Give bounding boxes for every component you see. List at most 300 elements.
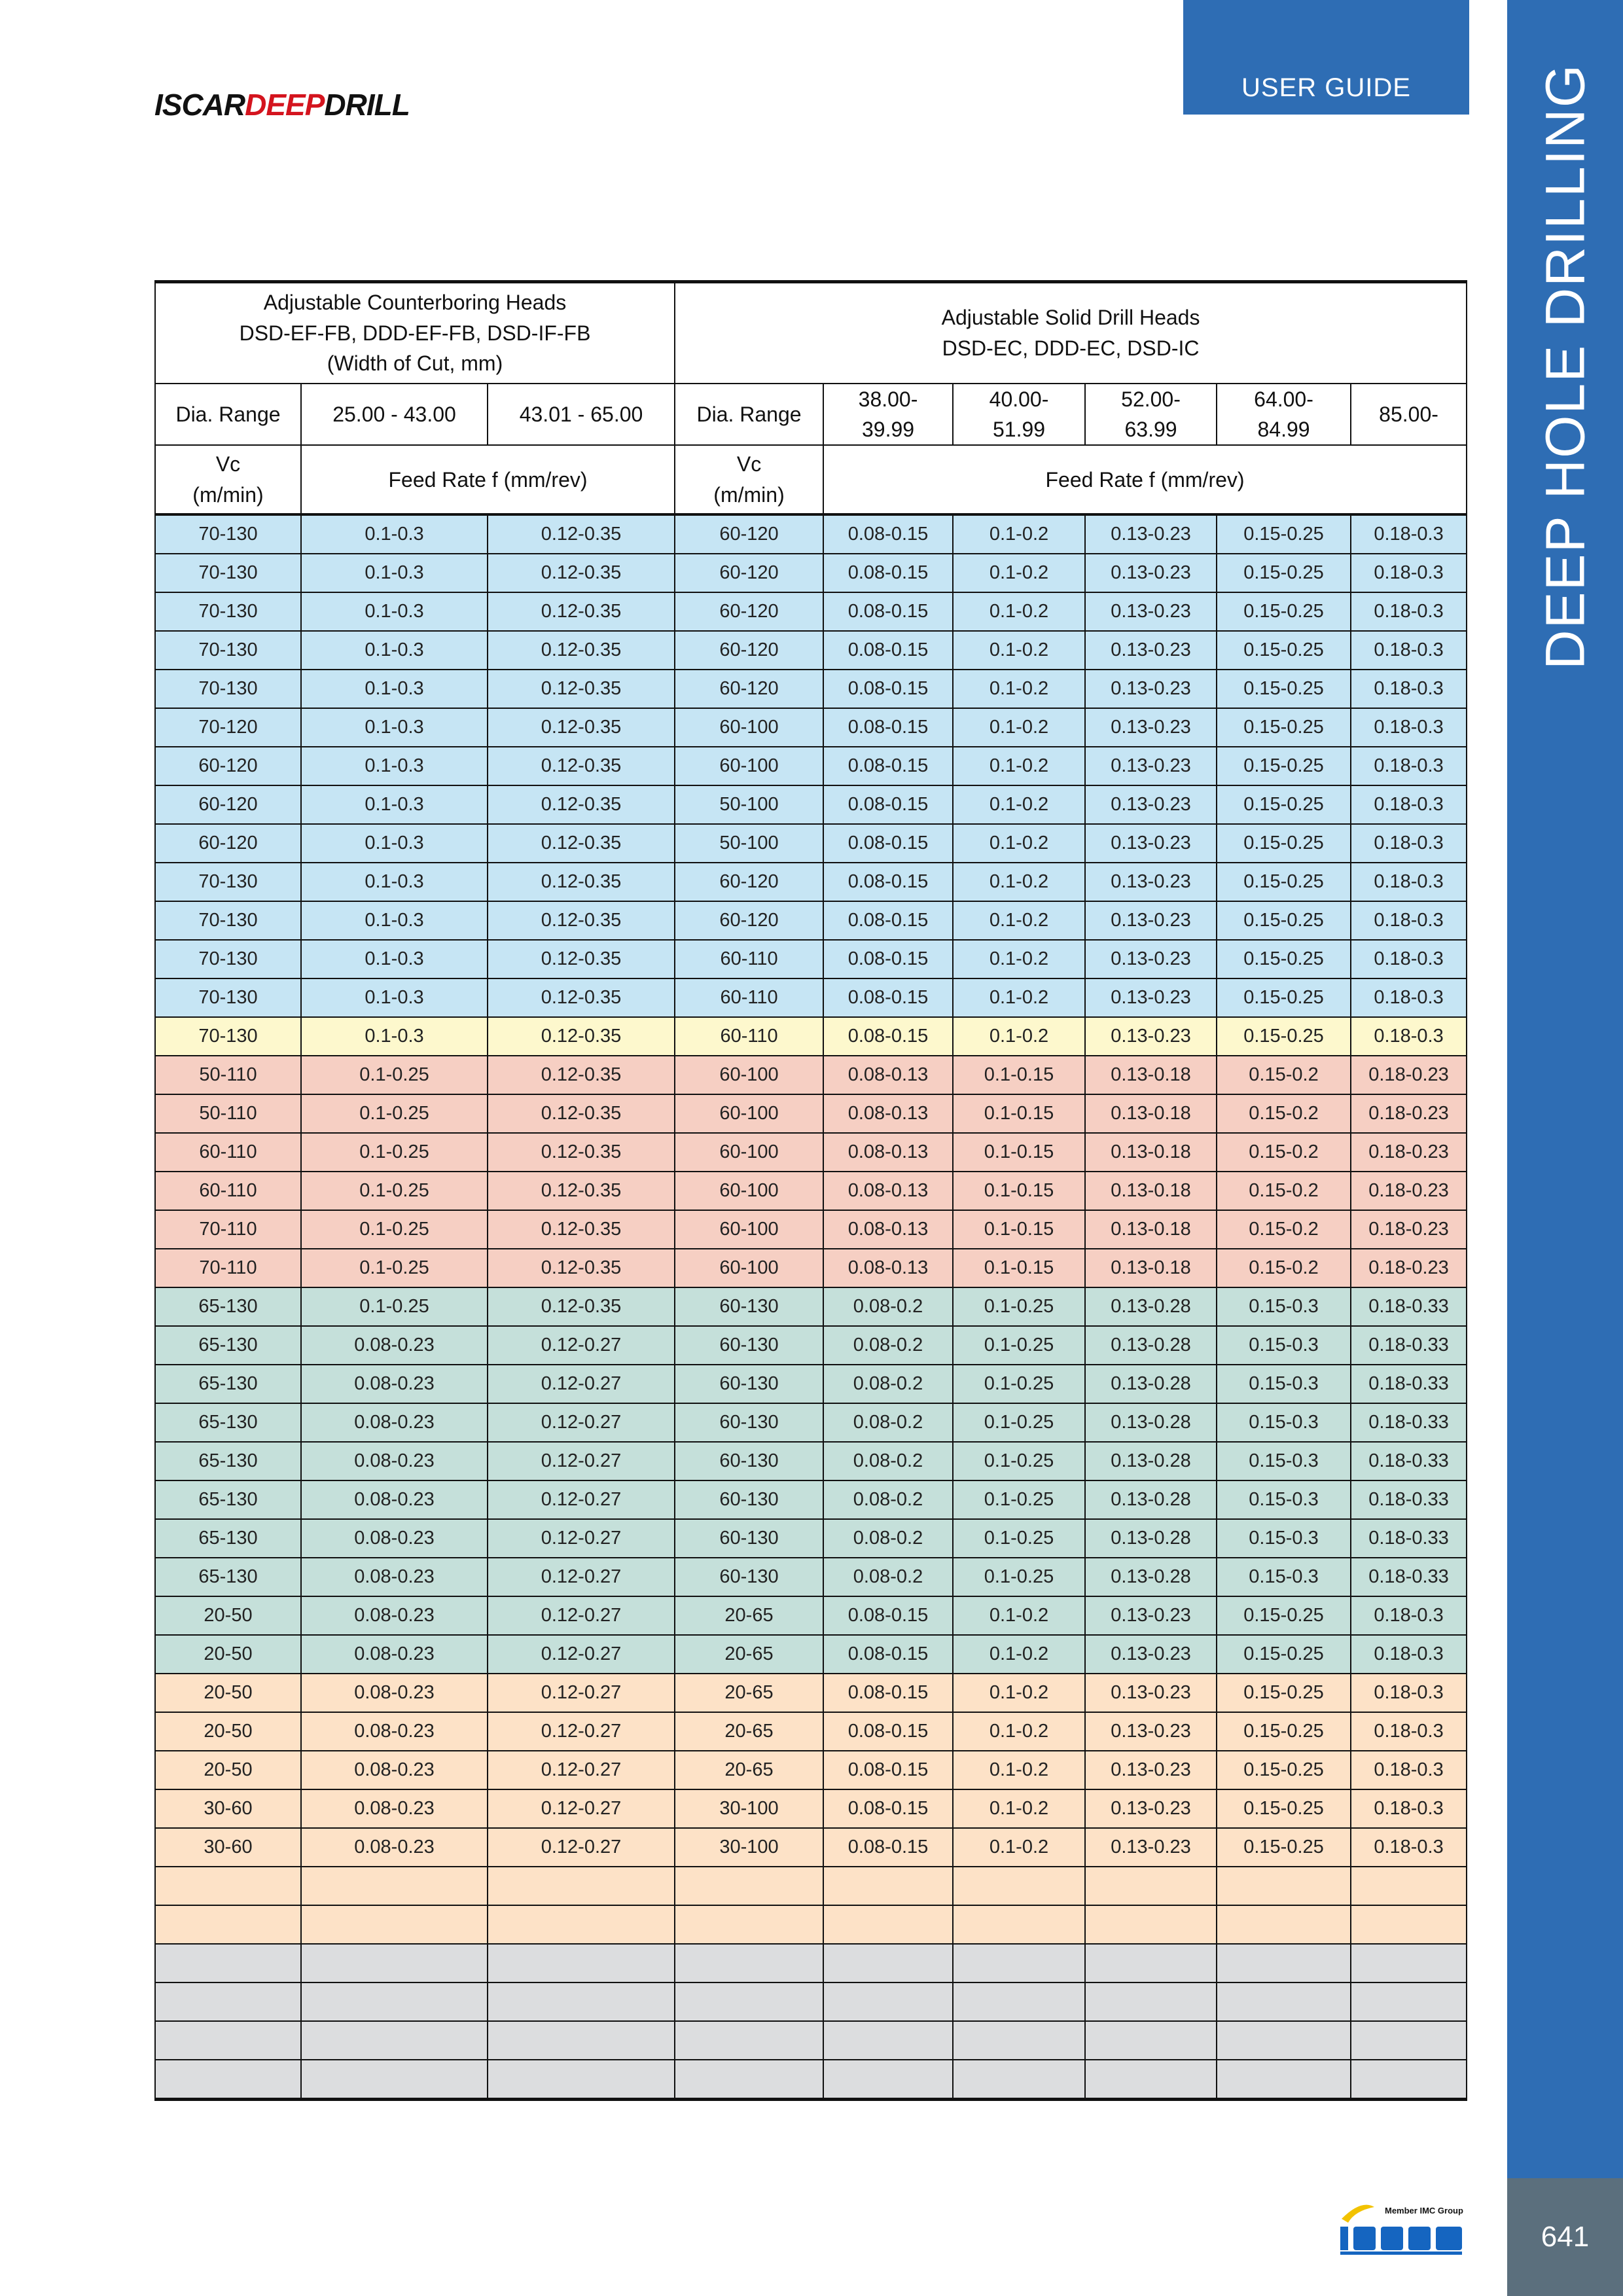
dia-col-line: 40.00- (989, 387, 1049, 411)
table-cell: 0.08-0.2 (823, 1558, 953, 1596)
table-cell: 0.1-0.2 (953, 1017, 1085, 1056)
table-cell: 70-130 (155, 592, 301, 631)
table-cell: 0.12-0.35 (488, 1249, 675, 1287)
table-cell (1085, 2021, 1217, 2060)
table-cell: 0.15-0.25 (1217, 1712, 1351, 1751)
table-cell: 60-120 (675, 514, 823, 554)
table-cell: 0.08-0.2 (823, 1403, 953, 1442)
table-cell (823, 2021, 953, 2060)
table-row (155, 592, 1467, 631)
table-cell: 0.12-0.35 (488, 901, 675, 940)
table-cell: 0.1-0.25 (301, 1210, 488, 1249)
table-cell: 60-110 (155, 1133, 301, 1172)
table-cell: 0.08-0.2 (823, 1519, 953, 1558)
table-cell: 70-130 (155, 978, 301, 1017)
table-cell: 50-110 (155, 1056, 301, 1094)
side-title-text: DEEP HOLE DRILLING (1534, 63, 1596, 670)
dia-col-line: 51.99 (992, 417, 1046, 441)
table-cell: 0.1-0.3 (301, 824, 488, 863)
table-cell: 0.12-0.35 (488, 631, 675, 670)
table-cell: 0.12-0.35 (488, 592, 675, 631)
page-number (1507, 2178, 1623, 2296)
table-cell: 20-65 (675, 1712, 823, 1751)
table-cell: 0.15-0.25 (1217, 1596, 1351, 1635)
table-cell: 0.08-0.15 (823, 1789, 953, 1828)
table-cell: 0.12-0.27 (488, 1828, 675, 1867)
table-cell: 0.08-0.15 (823, 1674, 953, 1712)
table-cell: 70-130 (155, 554, 301, 592)
table-cell: 0.13-0.23 (1085, 592, 1217, 631)
table-cell (823, 2060, 953, 2100)
table-cell: 0.1-0.25 (301, 1133, 488, 1172)
table-cell (823, 1982, 953, 2021)
table-cell (1351, 2060, 1467, 2100)
table-cell: 0.18-0.23 (1351, 1210, 1467, 1249)
table-cell: 0.15-0.2 (1217, 1210, 1351, 1249)
table-cell: 0.18-0.3 (1351, 592, 1467, 631)
table-cell: 0.08-0.15 (823, 708, 953, 747)
table-cell: 0.15-0.3 (1217, 1365, 1351, 1403)
table-cell: 70-130 (155, 631, 301, 670)
table-cell: 0.15-0.3 (1217, 1558, 1351, 1596)
table-row (155, 1867, 1467, 1905)
table-cell (1351, 1905, 1467, 1944)
table-cell (1217, 1905, 1351, 1944)
table-cell: 0.08-0.15 (823, 785, 953, 824)
table-cell: 0.13-0.23 (1085, 1596, 1217, 1635)
table-cell: 0.13-0.23 (1085, 1712, 1217, 1751)
table-row (155, 1094, 1467, 1133)
table-cell: 0.12-0.27 (488, 1635, 675, 1674)
table-row (155, 670, 1467, 708)
table-cell: 0.13-0.28 (1085, 1480, 1217, 1519)
table-cell (155, 1944, 301, 1982)
table-cell: 0.08-0.23 (301, 1403, 488, 1442)
table-cell: 0.13-0.28 (1085, 1442, 1217, 1480)
table-cell: 0.18-0.33 (1351, 1287, 1467, 1326)
vc-line: Vc (736, 452, 762, 476)
table-cell: 0.1-0.3 (301, 514, 488, 554)
table-cell: 60-120 (675, 863, 823, 901)
table-cell: 60-130 (675, 1365, 823, 1403)
table-cell: 0.12-0.35 (488, 1056, 675, 1094)
table-cell: 0.18-0.3 (1351, 1828, 1467, 1867)
table-cell: 0.12-0.27 (488, 1712, 675, 1751)
table-cell: 0.15-0.25 (1217, 978, 1351, 1017)
table-cell: 0.13-0.23 (1085, 940, 1217, 978)
table-cell: 0.08-0.23 (301, 1635, 488, 1674)
table-cell: 0.08-0.23 (301, 1480, 488, 1519)
table-cell: 0.13-0.18 (1085, 1133, 1217, 1172)
table-cell: 50-100 (675, 785, 823, 824)
table-cell: 60-120 (155, 785, 301, 824)
left-title-line: DSD-EF-FB, DDD-EF-FB, DSD-IF-FB (239, 321, 591, 345)
table-cell: 0.12-0.35 (488, 747, 675, 785)
dia-col-header (953, 384, 1085, 446)
dia-col-header: 43.01 - 65.00 (488, 384, 675, 446)
table-cell: 20-50 (155, 1712, 301, 1751)
table-cell (155, 2060, 301, 2100)
table-cell: 0.12-0.27 (488, 1365, 675, 1403)
table-cell: 0.08-0.2 (823, 1442, 953, 1480)
table-cell: 0.15-0.25 (1217, 1635, 1351, 1674)
table-cell: 0.1-0.2 (953, 747, 1085, 785)
dia-col-line: 84.99 (1257, 417, 1310, 441)
table-cell: 0.08-0.2 (823, 1326, 953, 1365)
table-cell: 65-130 (155, 1326, 301, 1365)
table-cell (1217, 2021, 1351, 2060)
table-row (155, 1828, 1467, 1867)
table-row (155, 1172, 1467, 1210)
table-cell: 0.15-0.25 (1217, 514, 1351, 554)
table-cell: 0.12-0.35 (488, 978, 675, 1017)
logo-part-iscar: ISCAR (154, 88, 245, 122)
table-cell: 0.12-0.27 (488, 1558, 675, 1596)
table-cell: 0.18-0.33 (1351, 1558, 1467, 1596)
table-cell: 0.08-0.15 (823, 1635, 953, 1674)
logo-part-drill: DRILL (324, 88, 410, 122)
table-cell (488, 2060, 675, 2100)
table-cell: 0.13-0.23 (1085, 631, 1217, 670)
table-cell (953, 1982, 1085, 2021)
table-cell: 0.08-0.13 (823, 1249, 953, 1287)
table-cell: 0.1-0.25 (953, 1326, 1085, 1365)
table-cell: 60-130 (675, 1558, 823, 1596)
table-cell: 0.08-0.23 (301, 1712, 488, 1751)
table-cell: 0.1-0.2 (953, 1828, 1085, 1867)
table-cell (1217, 1867, 1351, 1905)
table-cell: 0.18-0.3 (1351, 1635, 1467, 1674)
table-cell: 0.1-0.2 (953, 940, 1085, 978)
table-cell: 0.18-0.33 (1351, 1442, 1467, 1480)
table-cell: 0.15-0.3 (1217, 1287, 1351, 1326)
table-cell: 0.13-0.23 (1085, 978, 1217, 1017)
table-cell: 0.15-0.25 (1217, 1828, 1351, 1867)
table-cell: 60-110 (675, 978, 823, 1017)
table-row (155, 1017, 1467, 1056)
table-cell: 0.15-0.25 (1217, 1017, 1351, 1056)
dia-range-label: Dia. Range (155, 384, 301, 446)
table-cell: 60-130 (675, 1442, 823, 1480)
table-cell: 60-110 (155, 1172, 301, 1210)
table-cell: 0.15-0.2 (1217, 1249, 1351, 1287)
table-cell: 0.15-0.25 (1217, 1674, 1351, 1712)
table-cell: 0.1-0.2 (953, 863, 1085, 901)
table-cell: 0.12-0.35 (488, 863, 675, 901)
table-cell: 65-130 (155, 1558, 301, 1596)
table-cell: 0.1-0.15 (953, 1172, 1085, 1210)
table-cell: 0.13-0.18 (1085, 1210, 1217, 1249)
dia-col-line: 85.00- (1379, 402, 1438, 426)
table-cell: 60-100 (675, 708, 823, 747)
table-cell: 0.1-0.2 (953, 1635, 1085, 1674)
vc-header (675, 445, 823, 514)
table-cell: 0.18-0.3 (1351, 1674, 1467, 1712)
table-cell: 0.1-0.25 (301, 1172, 488, 1210)
table-cell (823, 1867, 953, 1905)
table-cell: 0.12-0.35 (488, 1133, 675, 1172)
table-cell: 0.18-0.23 (1351, 1249, 1467, 1287)
table-cell: 0.1-0.25 (953, 1480, 1085, 1519)
table-cell: 0.1-0.2 (953, 1789, 1085, 1828)
table-cell: 70-120 (155, 708, 301, 747)
table-cell (1351, 1982, 1467, 2021)
table-cell: 60-120 (155, 747, 301, 785)
table-cell (155, 2021, 301, 2060)
table-row (155, 1712, 1467, 1751)
table-cell (301, 2021, 488, 2060)
table-cell: 0.18-0.3 (1351, 631, 1467, 670)
table-cell (1217, 1944, 1351, 1982)
table-cell: 0.08-0.2 (823, 1480, 953, 1519)
table-row (155, 1210, 1467, 1249)
table-cell: 0.1-0.2 (953, 514, 1085, 554)
table-cell: 0.12-0.35 (488, 824, 675, 863)
table-cell: 70-130 (155, 1017, 301, 1056)
table-cell: 0.08-0.15 (823, 514, 953, 554)
table-cell: 0.18-0.33 (1351, 1403, 1467, 1442)
table-cell: 60-130 (675, 1287, 823, 1326)
table-cell: 0.12-0.27 (488, 1519, 675, 1558)
table-cell (1351, 2021, 1467, 2060)
table-cell (488, 1944, 675, 1982)
table-cell: 0.1-0.3 (301, 940, 488, 978)
table-cell: 0.08-0.13 (823, 1172, 953, 1210)
table-cell: 60-100 (675, 1249, 823, 1287)
table-cell: 0.08-0.15 (823, 863, 953, 901)
table-cell: 60-100 (675, 1133, 823, 1172)
table-cell: 0.1-0.15 (953, 1249, 1085, 1287)
table-cell (488, 1867, 675, 1905)
user-guide-tab (1183, 0, 1469, 115)
right-group-header (675, 282, 1467, 384)
table-row (155, 1480, 1467, 1519)
table-row (155, 631, 1467, 670)
table-row (155, 2060, 1467, 2100)
table-cell (301, 1905, 488, 1944)
table-cell: 60-110 (675, 940, 823, 978)
vc-line: (m/min) (192, 482, 264, 507)
table-cell: 70-110 (155, 1210, 301, 1249)
table-cell: 0.08-0.15 (823, 1712, 953, 1751)
table-cell: 60-130 (675, 1519, 823, 1558)
table-row (155, 2021, 1467, 2060)
table-cell: 65-130 (155, 1365, 301, 1403)
table-cell: 0.13-0.23 (1085, 1789, 1217, 1828)
right-title-line: DSD-EC, DDD-EC, DSD-IC (942, 336, 1200, 360)
left-title-line: (Width of Cut, mm) (327, 351, 503, 375)
table-cell: 0.1-0.25 (953, 1519, 1085, 1558)
page-number-text: 641 (1541, 2221, 1590, 2253)
table-row (155, 1558, 1467, 1596)
table-cell: 0.08-0.2 (823, 1287, 953, 1326)
table-cell (1085, 1982, 1217, 2021)
table-cell: 0.18-0.3 (1351, 1596, 1467, 1635)
table-cell: 70-130 (155, 670, 301, 708)
right-title-line: Adjustable Solid Drill Heads (941, 306, 1200, 330)
table-cell: 20-50 (155, 1635, 301, 1674)
table-cell (301, 1944, 488, 1982)
table-cell: 0.13-0.18 (1085, 1094, 1217, 1133)
table-cell: 0.15-0.25 (1217, 554, 1351, 592)
table-cell: 0.18-0.3 (1351, 554, 1467, 592)
table-cell: 0.12-0.35 (488, 670, 675, 708)
table-cell: 60-110 (675, 1017, 823, 1056)
table-cell: 0.08-0.15 (823, 901, 953, 940)
table-cell: 0.12-0.27 (488, 1480, 675, 1519)
table-cell: 0.1-0.3 (301, 785, 488, 824)
table-cell: 30-100 (675, 1828, 823, 1867)
table-cell: 60-120 (675, 592, 823, 631)
table-cell: 0.15-0.3 (1217, 1442, 1351, 1480)
table-row (155, 1442, 1467, 1480)
table-cell: 0.12-0.35 (488, 785, 675, 824)
table-cell: 0.1-0.3 (301, 670, 488, 708)
table-cell: 0.13-0.23 (1085, 901, 1217, 940)
table-row (155, 1944, 1467, 1982)
side-title (1507, 63, 1623, 670)
table-cell: 0.13-0.23 (1085, 1751, 1217, 1789)
table-cell: 50-100 (675, 824, 823, 863)
table-cell: 0.18-0.3 (1351, 1751, 1467, 1789)
table-row (155, 1326, 1467, 1365)
table-row (155, 785, 1467, 824)
table-cell: 0.18-0.3 (1351, 940, 1467, 978)
table-cell: 0.1-0.2 (953, 631, 1085, 670)
table-cell: 0.12-0.35 (488, 708, 675, 747)
table-cell: 0.13-0.28 (1085, 1558, 1217, 1596)
table-cell: 0.1-0.2 (953, 708, 1085, 747)
table-cell: 0.08-0.23 (301, 1596, 488, 1635)
table-cell: 60-120 (675, 901, 823, 940)
dia-col-line: 38.00- (858, 387, 918, 411)
table-cell: 0.1-0.25 (301, 1094, 488, 1133)
table-row (155, 1056, 1467, 1094)
iscar-logo (1335, 2199, 1472, 2258)
table-cell: 30-100 (675, 1789, 823, 1828)
table-cell: 60-120 (675, 631, 823, 670)
table-cell: 0.08-0.15 (823, 940, 953, 978)
table-cell: 20-50 (155, 1674, 301, 1712)
table-row (155, 824, 1467, 863)
table-cell: 0.18-0.33 (1351, 1326, 1467, 1365)
table-cell (1351, 1944, 1467, 1982)
table-cell: 0.1-0.2 (953, 592, 1085, 631)
dia-col-line: 64.00- (1254, 387, 1313, 411)
table-row (155, 978, 1467, 1017)
table-cell: 0.08-0.15 (823, 978, 953, 1017)
feed-rate-header: Feed Rate f (mm/rev) (301, 445, 675, 514)
table-row (155, 1789, 1467, 1828)
table-cell: 65-130 (155, 1519, 301, 1558)
table-cell: 0.13-0.28 (1085, 1403, 1217, 1442)
table-cell: 20-50 (155, 1596, 301, 1635)
table-cell: 0.1-0.15 (953, 1056, 1085, 1094)
table-cell: 20-65 (675, 1674, 823, 1712)
table-cell: 0.13-0.18 (1085, 1249, 1217, 1287)
table-cell: 0.13-0.23 (1085, 824, 1217, 863)
table-cell (1085, 2060, 1217, 2100)
table-row (155, 863, 1467, 901)
table-cell: 0.1-0.2 (953, 978, 1085, 1017)
table-cell (675, 1867, 823, 1905)
table-cell: 0.18-0.23 (1351, 1056, 1467, 1094)
table-row (155, 514, 1467, 554)
table-cell: 30-60 (155, 1828, 301, 1867)
table-cell: 0.18-0.3 (1351, 901, 1467, 940)
table-cell (301, 1867, 488, 1905)
table-cell: 0.12-0.27 (488, 1751, 675, 1789)
table-cell: 0.15-0.2 (1217, 1094, 1351, 1133)
table-cell: 0.13-0.28 (1085, 1365, 1217, 1403)
table-cell: 70-130 (155, 901, 301, 940)
table-cell: 0.08-0.15 (823, 1828, 953, 1867)
table-cell: 0.15-0.25 (1217, 592, 1351, 631)
vc-line: (m/min) (713, 482, 785, 507)
table-cell (1085, 1944, 1217, 1982)
table-cell: 0.13-0.23 (1085, 747, 1217, 785)
table-cell: 0.13-0.23 (1085, 1674, 1217, 1712)
table-cell: 0.1-0.2 (953, 785, 1085, 824)
table-cell: 0.08-0.2 (823, 1365, 953, 1403)
feed-rate-header: Feed Rate f (mm/rev) (823, 445, 1467, 514)
table-cell: 0.08-0.15 (823, 1017, 953, 1056)
table-cell: 0.1-0.25 (953, 1365, 1085, 1403)
member-text: Member IMC Group (1385, 2206, 1463, 2215)
dia-col-header: 25.00 - 43.00 (301, 384, 488, 446)
table-cell (1217, 1982, 1351, 2021)
table-cell: 0.08-0.23 (301, 1365, 488, 1403)
table-cell: 0.1-0.2 (953, 824, 1085, 863)
table-cell: 0.13-0.23 (1085, 785, 1217, 824)
table-cell (1351, 1867, 1467, 1905)
table-row (155, 1635, 1467, 1674)
table-cell (1085, 1905, 1217, 1944)
table-cell: 0.08-0.23 (301, 1442, 488, 1480)
table-cell (953, 1905, 1085, 1944)
table-cell: 0.12-0.27 (488, 1674, 675, 1712)
table-cell: 0.1-0.3 (301, 708, 488, 747)
table-cell: 0.1-0.3 (301, 554, 488, 592)
table-cell: 60-120 (675, 554, 823, 592)
table-cell: 0.18-0.3 (1351, 514, 1467, 554)
table-cell: 0.12-0.35 (488, 514, 675, 554)
table-cell: 0.1-0.15 (953, 1133, 1085, 1172)
table-row (155, 1287, 1467, 1326)
table-cell: 0.13-0.18 (1085, 1056, 1217, 1094)
table-cell: 20-65 (675, 1596, 823, 1635)
table-row (155, 1596, 1467, 1635)
table-cell (953, 2060, 1085, 2100)
table-cell: 0.1-0.2 (953, 670, 1085, 708)
table-cell (675, 1944, 823, 1982)
table-row (155, 1133, 1467, 1172)
table-cell: 0.1-0.25 (301, 1249, 488, 1287)
table-cell: 0.08-0.15 (823, 592, 953, 631)
table-cell: 0.18-0.3 (1351, 1017, 1467, 1056)
table-cell (155, 1867, 301, 1905)
cutting-data-table (154, 280, 1467, 2101)
table-cell: 0.15-0.3 (1217, 1480, 1351, 1519)
table-row (155, 901, 1467, 940)
table-cell: 0.15-0.25 (1217, 708, 1351, 747)
table-cell: 0.18-0.3 (1351, 708, 1467, 747)
table-cell: 0.15-0.2 (1217, 1172, 1351, 1210)
table-cell: 0.15-0.25 (1217, 940, 1351, 978)
table-cell: 65-130 (155, 1403, 301, 1442)
table-cell: 0.1-0.3 (301, 592, 488, 631)
dia-col-header (1085, 384, 1217, 446)
